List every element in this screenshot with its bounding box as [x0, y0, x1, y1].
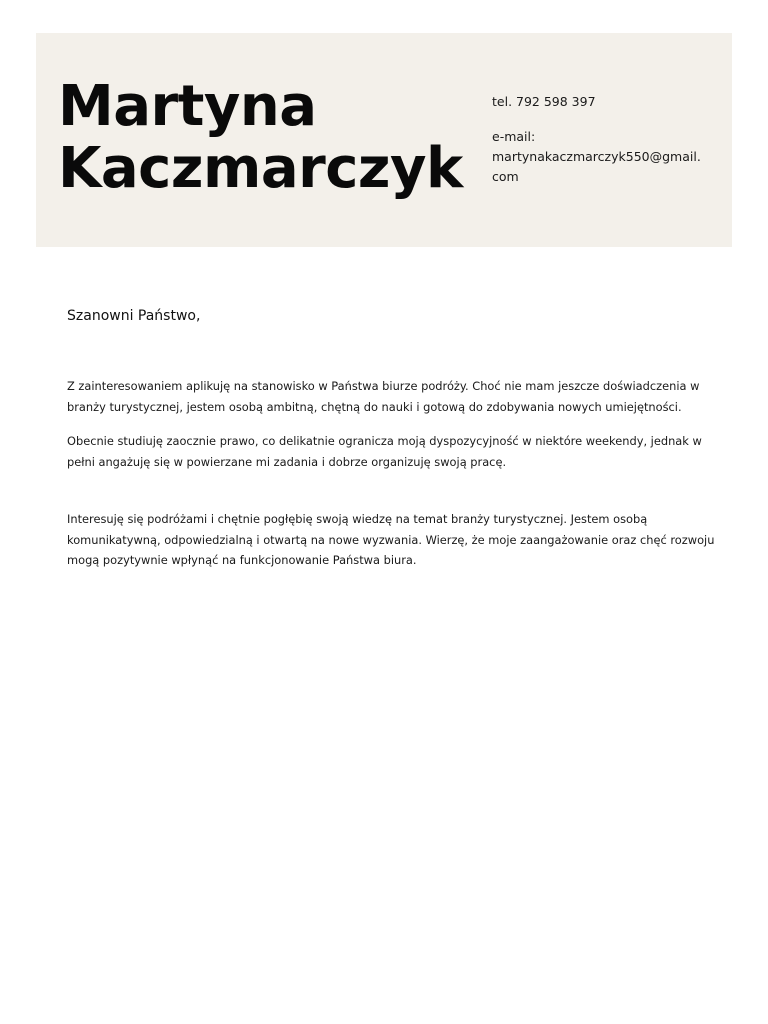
email-label: e-mail:	[492, 129, 536, 144]
email-address: martynakaczmarczyk550@gmail.com	[492, 149, 701, 184]
applicant-last-name: Kaczmarczyk	[58, 136, 463, 201]
applicant-first-name: Martyna	[58, 74, 317, 139]
phone-number: tel. 792 598 397	[492, 94, 596, 109]
contact-info	[492, 92, 712, 187]
letter-paragraph-1: Z zainteresowaniem aplikuję na stanowisko w Państwa biurze podróży. Choć nie mam jeszcze doświadczenia w branży turystycznej, jestem osobą ambitną, chętną do nauki i gotową do zdobywania nowych umiejętności.	[67, 379, 700, 414]
letter-paragraph-2: Obecnie studiuję zaocznie prawo, co delikatnie ogranicza moją dyspozycyjność w niektóre weekendy, jednak w pełni angażuję się w powierzane mi zadania i dobrze organizuję swoją pracę.	[67, 434, 702, 469]
letter-paragraph-3: Interesuję się podróżami i chętnie pogłębię swoją wiedzę na temat branży turystycznej. Jestem osobą komunikatywną, odpowiedzialną i otwartą na nowe wyzwania. Wierzę, że moje zaangażowanie oraz chęć rozwoju mogą pozytywnie wpłynąć na funkcjonowanie Państwa biura.	[67, 512, 715, 567]
applicant-name	[58, 74, 463, 201]
letter-greeting: Szanowni Państwo,	[67, 308, 201, 324]
